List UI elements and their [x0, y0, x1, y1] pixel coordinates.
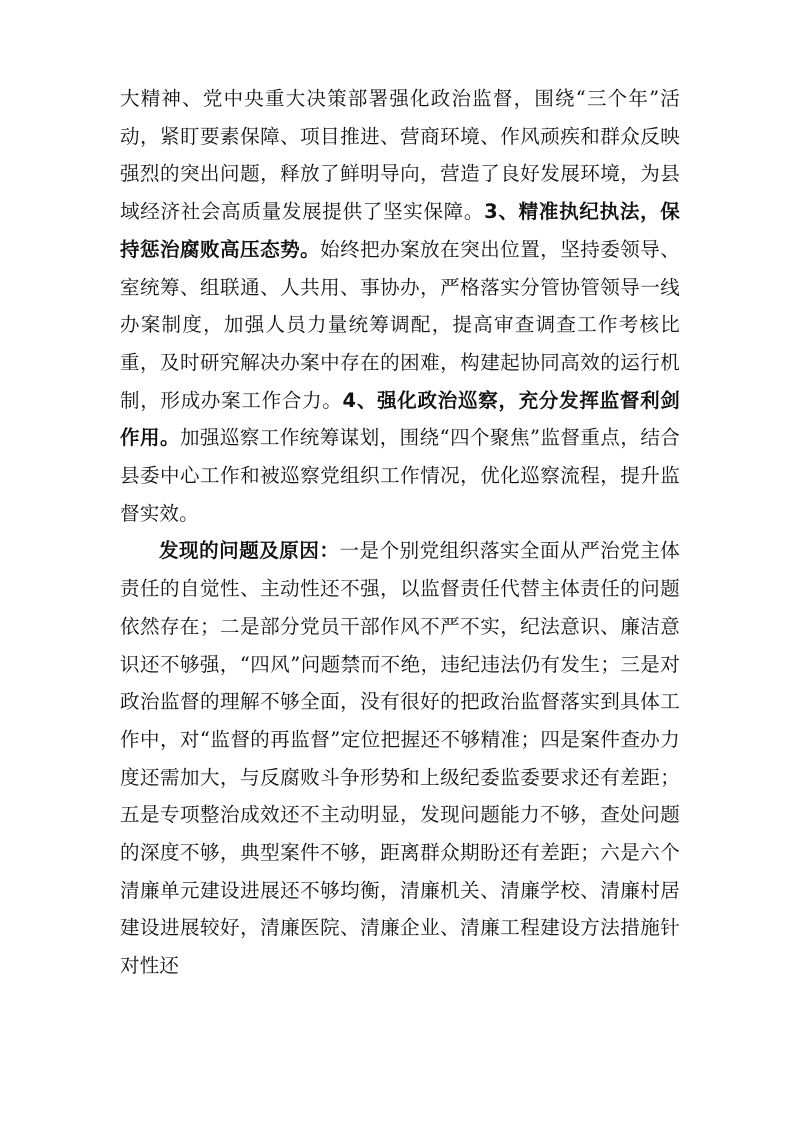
text-segment: 始终把办案放在突出位置，坚持委领导、室统筹、组联通、人共用、事协办，严格落实分管协管领导一线办案制度，加强人员力量统筹调配，提高审查调查工作考核比重，及时研究解决办案中存在的困难，构建起协同高效的运行机制，形成办案工作合力。	[120, 237, 680, 412]
paragraph-work-summary	[120, 80, 680, 532]
paragraph-problems-found	[120, 532, 680, 984]
heading-political-inspection: 4、强化政治巡察，充分发挥监督利剑作用。	[120, 388, 681, 450]
document-body	[120, 80, 680, 985]
heading-precise-discipline: 3、精准执纪执法，保持惩治腐败高压态势。	[120, 200, 680, 261]
heading-problems-causes: 发现的问题及原因：	[159, 539, 340, 563]
text-segment: 加强巡察工作统筹谋划，围绕“四个聚焦”监督重点，结合县委中心工作和被巡察党组织工作情况，优化巡察流程，提升监督实效。	[120, 426, 680, 525]
text-segment: 大精神、党中央重大决策部署强化政治监督，围绕“三个年”活动，紧盯要素保障、项目推进、营商环境、作风顽疾和群众反映强烈的突出问题，释放了鲜明导向，营造了良好发展环境，为县域经济社会高质量发展提供了坚实保障。	[120, 87, 680, 224]
text-segment: 一是个别党组织落实全面从严治党主体责任的自觉性、主动性还不强，以监督责任代替主体责任的问题依然存在；二是部分党员干部作风不严不实，纪法意识、廉洁意识还不够强，“四风”问题禁而不绝，违纪违法仍有发生；三是对政治监督的理解不够全面，没有很好的把政治监督落实到具体工作中，对“监督的再监督”定位把握还不够精准；四是案件查办力度还需加大，与反腐败斗争形势和上级纪委监委要求还有差距；五是专项整治成效还不主动明显，发现问题能力不够，查处问题的深度不够，典型案件不够，距离群众期盼还有差距；六是六个清廉单元建设进展还不够均衡，清廉机关、清廉学校、清廉村居建设进展较好，清廉医院、清廉企业、清廉工程建设方法措施针对性还	[120, 539, 680, 978]
